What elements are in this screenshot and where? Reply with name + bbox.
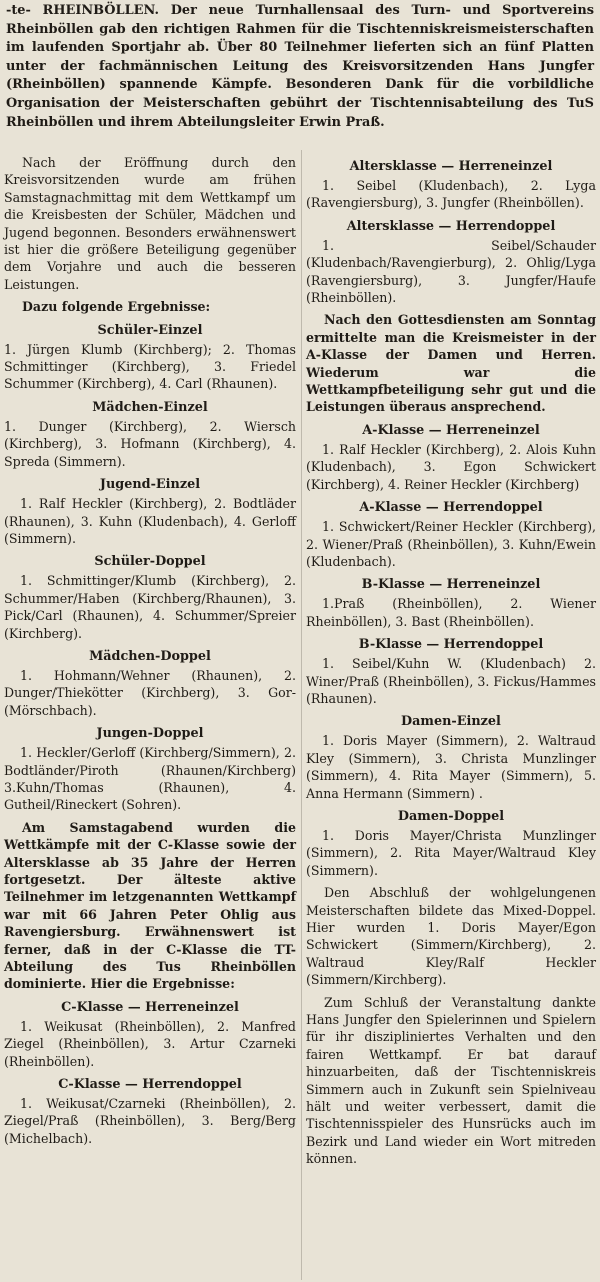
section-text: 1. Schwickert/Reiner Heckler (Kirchberg), 2. Wiener/Praß (Rheinböllen), 3. Kuhn/Ewein (Kludenbach).	[306, 519, 596, 569]
section-text: 1. Weikusat/Czarneki (Rheinböllen), 2. Ziegel/Praß (Rheinböllen), 3. Berg/Berg (Michelbach).	[4, 1096, 296, 1146]
intro-paragraph: Nach der Eröffnung durch den Kreisvorsitzenden wurde am frühen Samstagnachmittag mit dem Wettkampf um die Kreisbesten der Schüler, Mädchen und Jugend begonnen. Besonders erwähnenswert ist hier die größere Beteiligung gegenüber dem Vorjahre und auch die besseren Leistungen.	[4, 155, 296, 292]
section-text: 1. Doris Mayer (Simmern), 2. Waltraud Kley (Simmern), 3. Christa Munzlinger (Simmern), 4. Rita Mayer (Simmern), 5. Anna Hermann (Simmern) .	[306, 733, 596, 801]
section-title: B-Klasse — Herreneinzel	[361, 577, 541, 593]
section-text: 1. Dunger (Kirchberg), 2. Wiersch (Kirchberg), 3. Hofmann (Kirchberg), 4. Spreda (Simmern).	[4, 418, 296, 469]
section-title: A-Klasse — Herreneinzel	[362, 422, 540, 438]
sunday-paragraph: Nach den Gottesdiensten am Sonntag ermittelte man die Kreismeister in der A-Klasse der Damen und Herren. Wiederum war die Wettkampfbeteiligung sehr gut und die Leistungen überaus ansprechend.	[306, 312, 596, 415]
section-text: 1. Heckler/Gerloff (Kirchberg/Simmern), 2. Bodtländer/Piroth (Rhaunen/Kirchberg) 3.Kuhn/Thomas (Rhaunen), 4. Gutheil/Rineckert (Sohren).	[4, 745, 296, 813]
results-intro: Dazu folgende Ergebnisse:	[22, 299, 211, 315]
mixed-paragraph: Den Abschluß der wohlgelungenen Meisterschaften bildete das Mixed-Doppel. Hier wurden 1. Doris Mayer/Egon Schwickert (Simmern/Kirchberg), 2. Waltraud Kley/Ralf Heckler (Simmern/Kirchberg).	[306, 885, 596, 988]
section-text: 1. Ralf Heckler (Kirchberg), 2. Alois Kuhn (Kludenbach), 3. Egon Schwickert (Kirchberg), 4. Reiner Heckler (Kirchberg)	[306, 441, 596, 492]
section-title: C-Klasse — Herreneinzel	[61, 999, 239, 1015]
section-title: Jugend-Einzel	[99, 477, 201, 493]
section-title: Damen-Einzel	[401, 714, 501, 730]
section-title: Schüler-Doppel	[94, 554, 206, 570]
closing-paragraph: Zum Schluß der Veranstaltung dankte Hans Jungfer den Spielerinnen und Spielern für ihr diszipliniertes Verhalten und den fairen Wettkampf. Er bat darauf hinzuarbeiten, daß der Tischtenniskreis Simmern auch in Zukunft sein Spielniveau hält und weiter verbessert, damit die Tischtennisspieler des Hunsrücks auch im Bezirk und Land wieder ein Wort mitreden können.	[306, 994, 596, 1167]
section-title: Jungen-Doppel	[96, 726, 204, 742]
section-text: 1. Jürgen Klumb (Kirchberg); 2. Thomas Schmittinger (Kirchberg), 3. Friedel Schummer (Kirchberg), 4. Carl (Rhaunen).	[4, 341, 296, 392]
section-title: Altersklasse — Herrendoppel	[346, 218, 556, 234]
section-text: 1. Schmittinger/Klumb (Kirchberg), 2. Schummer/Haben (Kirchberg/Rhaunen), 3. Pick/Carl (Rhaunen), 4. Schummer/Spreier (Kirchberg).	[4, 573, 296, 641]
evening-paragraph: Am Samstagabend wurden die Wettkämpfe mit der C-Klasse sowie der Altersklasse ab 35 Jahre der Herren fortgesetzt. Der älteste aktive Teilnehmer im letzgenannten Wettkampf war mit 66 Jahren Peter Ohlig aus Ravengiersburg. Erwähnenswert ist ferner, daß in der C-Klasse die TT-Abteilung des Tus Rheinböllen dominierte. Hier die Ergebnisse:	[4, 819, 296, 992]
section-text: 1. Ralf Heckler (Kirchberg), 2. Bodtläder (Rhaunen), 3. Kuhn (Kludenbach), 4. Gerloff (Simmern).	[4, 496, 296, 546]
right-column	[306, 152, 596, 1173]
section-title: Damen-Doppel	[397, 808, 505, 824]
section-title: Schüler-Einzel	[97, 322, 203, 338]
lead-paragraph: -te- RHEINBÖLLEN. Der neue Turnhallensaal des Turn- und Sportvereins Rheinböllen gab den richtigen Rahmen für die Tischtenniskreismeisterschaften im laufenden Sportjahr ab. Über 80 Teilnehmer lieferten sich an fünf Platten unter der fachmännischen Leitung des Kreisvorsitzenden Hans Jungfer (Rheinböllen) spannende Kämpfe. Besonderen Dank für die vorbildliche Organisation der Meisterschaften gebührt der Tischtennisabteilung des TuS Rheinböllen und ihrem Abteilungsleiter Erwin Praß.	[6, 3, 594, 130]
section-text: 1. Weikusat (Rheinböllen), 2. Manfred Ziegel (Rheinböllen), 3. Artur Czarneki (Rheinböllen).	[4, 1018, 296, 1069]
section-title: A-Klasse — Herrendoppel	[359, 500, 543, 516]
section-text: 1. Hohmann/Wehner (Rhaunen), 2. Dunger/Thiekötter (Kirchberg), 3. Gor- (Mörschbach).	[4, 667, 296, 718]
section-text: 1. Seibel (Kludenbach), 2. Lyga (Ravengiersburg), 3. Jungfer (Rheinböllen).	[306, 178, 596, 211]
column-divider	[301, 150, 302, 1280]
left-column	[4, 154, 296, 1152]
section-title: Mädchen-Doppel	[89, 648, 211, 664]
section-title: Altersklasse — Herreneinzel	[349, 159, 553, 174]
section-title: Mädchen-Einzel	[92, 399, 208, 415]
section-text: 1. Seibel/Kuhn W. (Kludenbach) 2. Winer/Praß (Rheinböllen), 3. Fickus/Hammes (Rhaunen).	[306, 656, 596, 706]
section-text: 1. Doris Mayer/Christa Munzlinger (Simmern), 2. Rita Mayer/Waltraud Kley (Simmern).	[306, 827, 596, 878]
section-text: 1.Praß (Rheinböllen), 2. Wiener Rheinböllen), 3. Bast (Rheinböllen).	[306, 596, 596, 629]
section-title: C-Klasse — Herrendoppel	[58, 1077, 242, 1093]
section-title: B-Klasse — Herrendoppel	[358, 637, 544, 653]
section-text: 1. Seibel/Schauder (Kludenbach/Ravengierburg), 2. Ohlig/Lyga (Ravengiersburg), 3. Jungfer/Haufe (Rheinböllen).	[306, 237, 596, 306]
